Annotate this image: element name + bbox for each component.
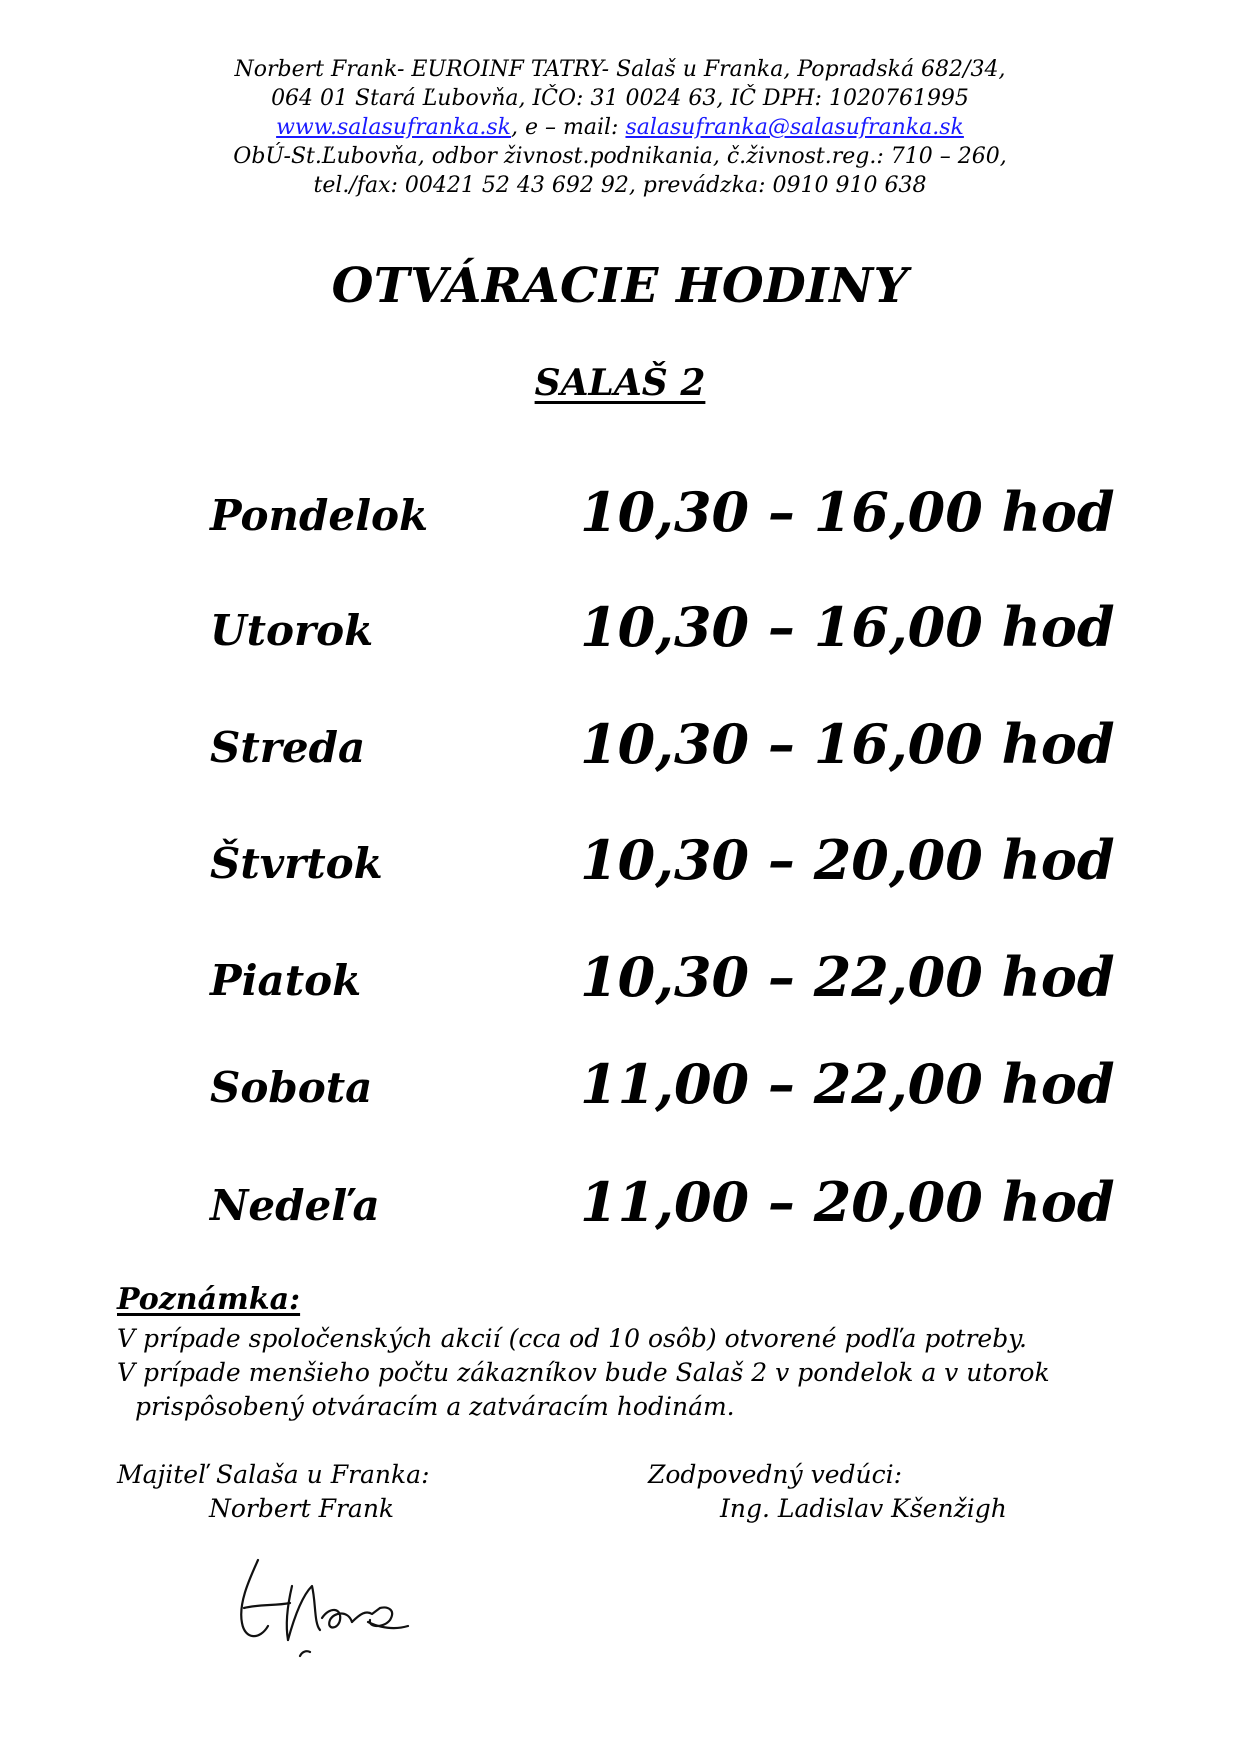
time-range: 10,30 – 22,00 hod: [580, 945, 1115, 1009]
handwritten-signature: [230, 1548, 420, 1668]
manager-name: Ing. Ladislav Kšenžigh: [720, 1494, 1007, 1523]
day-label: Nedeľa: [210, 1181, 380, 1230]
letterhead-line-company: Norbert Frank- EUROINF TATRY- Salaš u Franka, Popradská 682/34,: [234, 57, 1006, 82]
time-range: 11,00 – 20,00 hod: [580, 1170, 1115, 1234]
hours-row: [0, 820, 1240, 900]
website-link[interactable]: www.salasufranka.sk: [276, 115, 511, 140]
hours-row: [0, 937, 1240, 1017]
day-label: Štvrtok: [210, 839, 383, 888]
page-subtitle: [0, 362, 1240, 404]
page-title: OTVÁRACIE HODINY: [331, 258, 909, 314]
time-range: 10,30 – 16,00 hod: [580, 712, 1115, 776]
day-label: Utorok: [210, 606, 374, 655]
note-heading: Poznámka:: [117, 1282, 301, 1317]
hours-row: [0, 1162, 1240, 1242]
letterhead-line-phone: tel./fax: 00421 52 43 692 92, prevádzka: 0910 910 638: [313, 173, 927, 198]
letterhead-line-address: 064 01 Stará Ľubovňa, IČO: 31 0024 63, IČ DPH: 1020761995: [271, 86, 969, 111]
owner-name: Norbert Frank: [209, 1494, 395, 1523]
time-range: 10,30 – 16,00 hod: [580, 480, 1115, 544]
subtitle-text: SALAŠ 2: [534, 362, 706, 404]
letterhead: [0, 55, 1240, 200]
day-label: Streda: [210, 723, 366, 772]
hours-row: [0, 587, 1240, 667]
hours-row: [0, 472, 1240, 552]
manager-label: Zodpovedný vedúci:: [648, 1460, 903, 1489]
day-label: Pondelok: [210, 491, 429, 540]
note-line: V prípade menšieho počtu zákazníkov bude Salaš 2 v pondelok a v utorok: [117, 1358, 1050, 1387]
time-range: 10,30 – 20,00 hod: [580, 828, 1115, 892]
time-range: 10,30 – 16,00 hod: [580, 595, 1115, 659]
hours-row: [0, 1044, 1240, 1124]
owner-label: Majiteľ Salaša u Franka:: [117, 1460, 430, 1489]
note-body: [117, 1322, 1050, 1424]
owner-signature-block: [117, 1458, 430, 1526]
letterhead-line-contact: [0, 113, 1240, 142]
hours-row: [0, 704, 1240, 784]
manager-signature-block: [648, 1458, 1007, 1526]
day-label: Sobota: [210, 1063, 373, 1112]
note-line: V prípade spoločenských akcií (cca od 10 osôb) otvorené podľa potreby.: [117, 1324, 1027, 1353]
time-range: 11,00 – 22,00 hod: [580, 1052, 1115, 1116]
day-label: Piatok: [210, 956, 362, 1005]
email-link[interactable]: salasufranka@salasufranka.sk: [625, 115, 964, 140]
email-label: , e – mail:: [511, 115, 626, 140]
note-line: prispôsobený otváracím a zatváracím hodinám.: [135, 1392, 735, 1421]
letterhead-line-registration: ObÚ-St.Ľubovňa, odbor živnost.podnikania, č.živnost.reg.: 710 – 260,: [233, 144, 1007, 169]
